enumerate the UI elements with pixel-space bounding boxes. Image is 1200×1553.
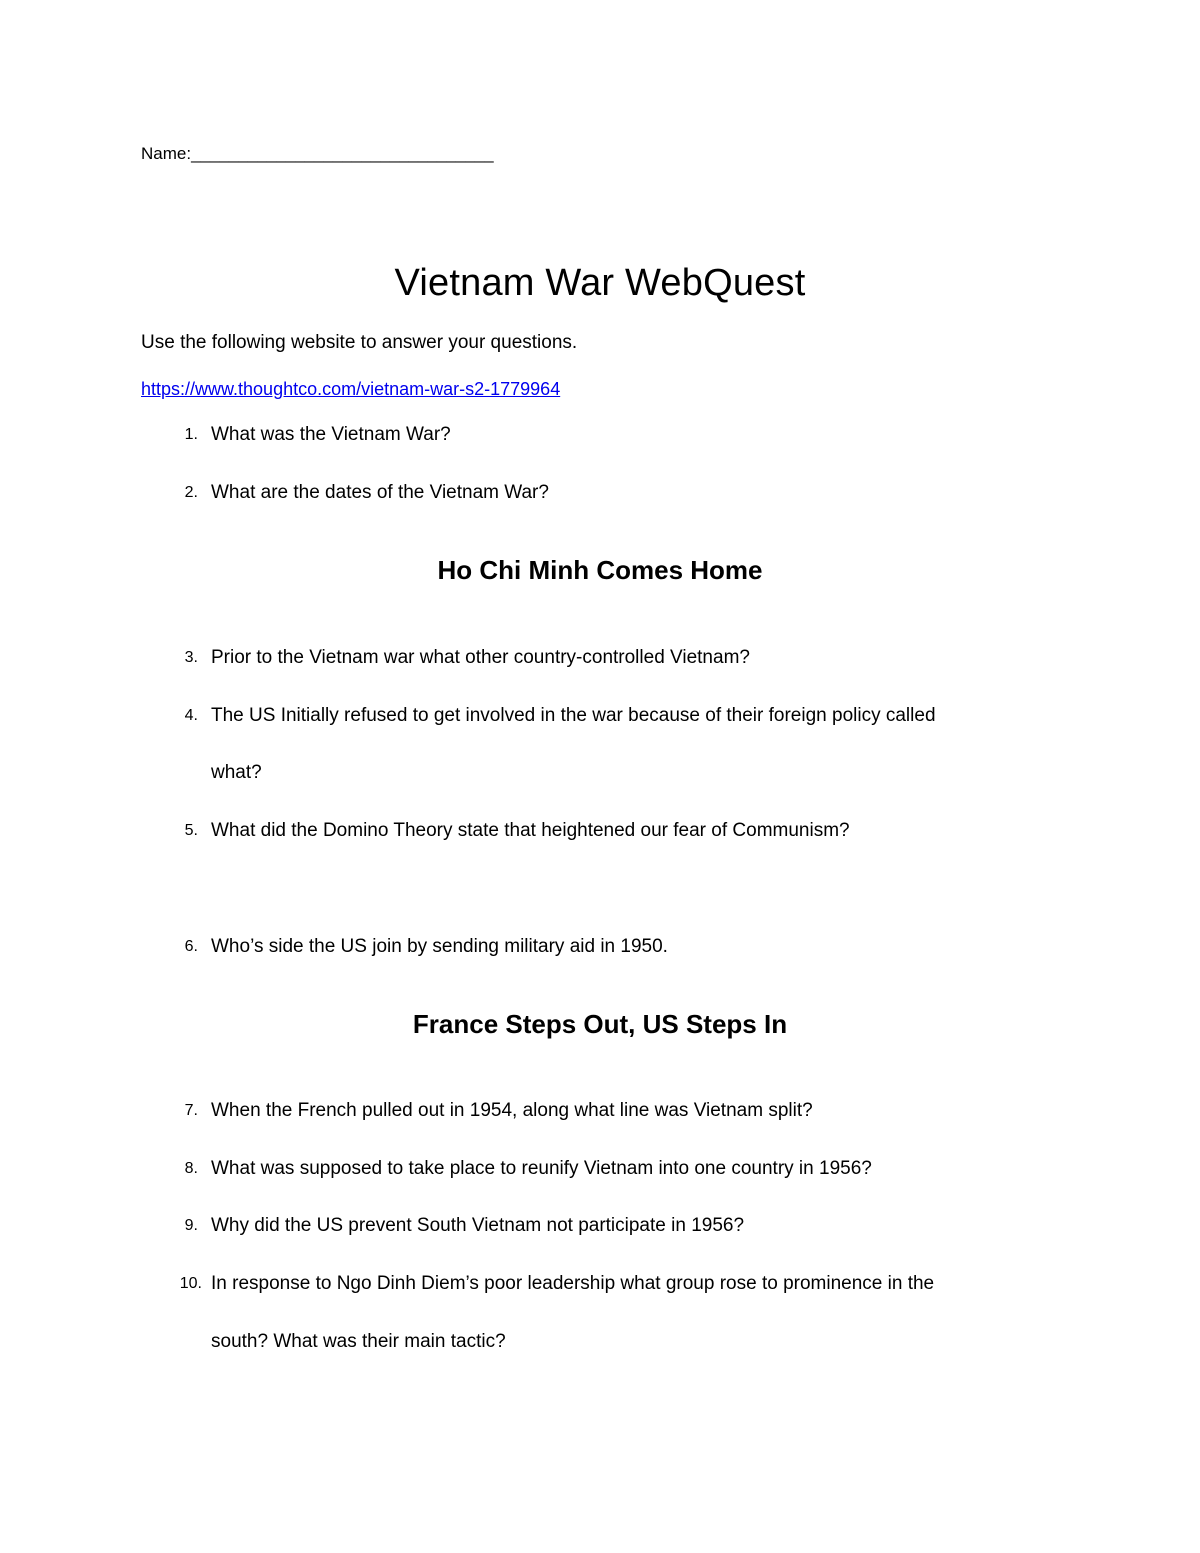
question-number: 5. bbox=[184, 822, 198, 839]
question-text: When the French pulled out in 1954, along what line was Vietnam split? bbox=[211, 1100, 813, 1121]
section-heading: Ho Chi Minh Comes Home bbox=[437, 555, 763, 585]
question-number: 10. bbox=[179, 1275, 202, 1292]
question-number: 7. bbox=[184, 1102, 198, 1119]
question-text: In response to Ngo Dinh Diem’s poor leadership what group rose to prominence in the bbox=[211, 1273, 935, 1294]
question-text: Why did the US prevent South Vietnam not participate in 1956? bbox=[211, 1215, 745, 1236]
question-text: Prior to the Vietnam war what other country-controlled Vietnam? bbox=[211, 647, 750, 668]
question-number: 6. bbox=[184, 938, 198, 955]
question-number: 2. bbox=[184, 484, 198, 501]
question-text: What did the Domino Theory state that heightened our fear of Communism? bbox=[211, 820, 850, 841]
question-text: What was the Vietnam War? bbox=[211, 424, 451, 445]
question-text: What was supposed to take place to reunify Vietnam into one country in 1956? bbox=[211, 1158, 872, 1179]
name-label: Name: bbox=[141, 144, 192, 163]
question-number: 3. bbox=[184, 649, 198, 666]
section-heading: France Steps Out, US Steps In bbox=[412, 1009, 788, 1039]
question-number: 4. bbox=[184, 707, 198, 724]
question-number: 9. bbox=[184, 1217, 198, 1234]
question-number: 8. bbox=[184, 1160, 198, 1177]
name-blank-line: ________________________________ bbox=[191, 144, 494, 163]
question-text-continued: south? What was their main tactic? bbox=[211, 1331, 506, 1352]
name-field bbox=[141, 144, 494, 164]
question-number: 1. bbox=[184, 426, 198, 443]
intro-text: Use the following website to answer your questions. bbox=[141, 332, 578, 353]
page-title: Vietnam War WebQuest bbox=[394, 262, 806, 304]
question-text: The US Initially refused to get involved in the war because of their foreign policy called bbox=[211, 705, 936, 726]
question-text: What are the dates of the Vietnam War? bbox=[211, 482, 549, 503]
website-link[interactable]: https://www.thoughtco.com/vietnam-war-s2-1779964 bbox=[141, 379, 561, 399]
question-text: Who’s side the US join by sending military aid in 1950. bbox=[211, 936, 668, 957]
question-text-continued: what? bbox=[211, 762, 262, 783]
